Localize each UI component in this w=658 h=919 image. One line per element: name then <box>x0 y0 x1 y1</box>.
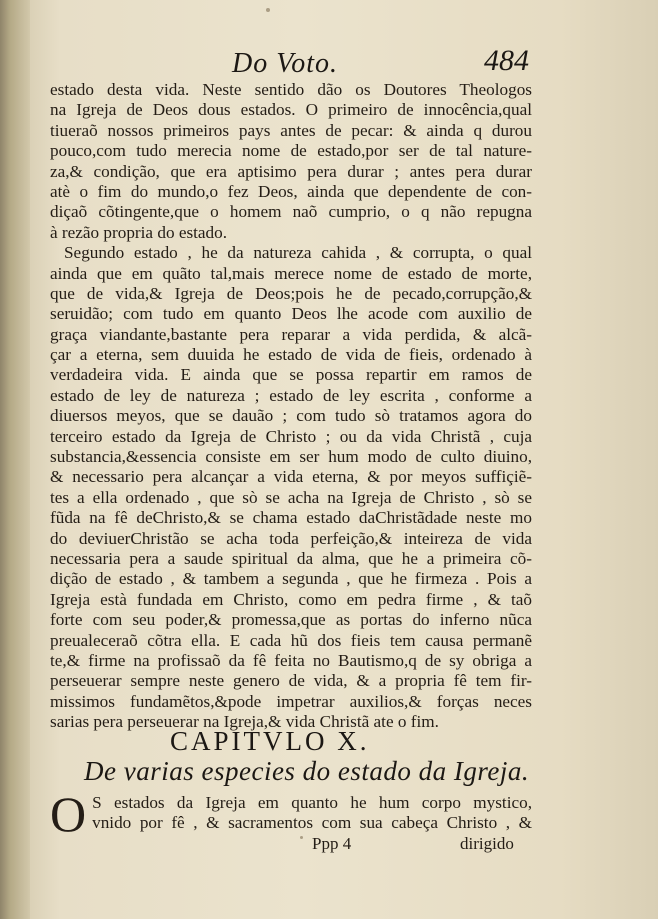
page-number: 484 <box>484 44 529 77</box>
running-head: Do Voto. <box>232 48 338 79</box>
text-line: perseuerar sempre neste genero de vida, & a propria fê tem fir- <box>50 671 532 691</box>
text-line: terceiro estado da Igreja de Christo ; ou da vida Christã , cuja <box>50 426 532 446</box>
text-line: te,& firme na profissaõ da fê feita no Bautismo,q de sy obriga a <box>50 650 532 670</box>
text-line: estado desta vida. Neste sentido dão os Doutores Theologos <box>50 80 532 99</box>
text-line: missimos fundamẽtos,&pode impetrar auxilios,& forças neces <box>50 691 532 711</box>
text-line: sarias pera perseuerar na Igreja,& vida Christã ate o fim. <box>50 712 439 732</box>
text-line: verdadeira vida. E ainda que se possa repartir em ramos de <box>50 365 532 385</box>
text-line: ainda que em quãto tal,mais merece nome de estado de morte, <box>50 263 532 283</box>
text-line: do deviuerChristão se acha toda perfeição,& inteireza de vida <box>50 528 532 548</box>
text-line: S estados da Igreja em quanto he hum corpo mystico, <box>92 793 532 812</box>
text-line: za,& condição, que era aptisimo pera durar ; antes pera durar <box>50 161 532 181</box>
signature-mark: Ppp 4 <box>312 834 352 853</box>
main-paragraph <box>50 80 532 733</box>
text-line: na Igreja de Deos dous estados. O primeiro de innocência,qual <box>50 100 532 120</box>
text-line: dição de estado , & tambem a segunda , que he firmeza . Pois a <box>50 569 532 589</box>
text-line: à rezão propria do estado. <box>50 222 228 242</box>
text-line: tes a ella ordenado , que sò se acha na Igreja de Christo , sò se <box>50 487 532 507</box>
text-line: pouco,com tudo merecia nome de estado,por ser de tal nature- <box>50 141 532 161</box>
text-line: vnido por fê , & sacramentos com sua cabeça Christo , & <box>92 813 532 833</box>
text-line: graça viandante,bastante pera reparar a vida perdida, & alcã- <box>50 324 532 344</box>
text-line: & necessario pera alcançar a vida eterna, & por meyos suffiçiẽ- <box>50 467 532 487</box>
text-line: Igreja està fundada em Christo, como em pedra firme , & taõ <box>50 589 532 609</box>
text-line: seruidão; com tudo em quanto Deos lhe acode com auxilio de <box>50 304 532 324</box>
ink-speck <box>300 836 303 839</box>
text-line: çar a eterna, sem duuida he estado de vida de fieis, ordenado à <box>50 345 532 365</box>
chapter-opening-text <box>50 786 532 842</box>
text-line: Segundo estado , he da natureza cahida , & corrupta, o qual <box>64 243 532 263</box>
binding-gutter <box>0 0 30 919</box>
text-line: substancia,&essencia consiste em ser hum modo de culto diuino, <box>50 447 532 467</box>
ink-speck <box>266 8 270 12</box>
text-line: preualeceraõ cõtra ella. E cada hũ dos fieis tem causa permanẽ <box>50 630 532 650</box>
text-line: fũda na fê deChristo,& se chama estado daChristãdade neste mo <box>50 508 532 528</box>
page-footer <box>0 834 658 860</box>
catchword: dirigido <box>460 834 514 853</box>
text-line: atè o fim do mundo,o fez Deos, ainda que dependente de con- <box>50 181 532 201</box>
drop-cap: O <box>50 786 87 842</box>
text-line: diçaõ cõtingente,que o homem naõ cumprio, o q não repugna <box>50 202 532 222</box>
text-line: tiueraõ nossos primeiros pays antes de pecar: & ainda q durou <box>50 120 532 140</box>
text-line: necessaria pera a saude spiritual da alma, que he a primeira cõ- <box>50 548 532 568</box>
chapter-title: CAPITVLO X. <box>170 726 370 756</box>
text-line: que de vida,& Igreja de Deos;pois he de pecado,corrupção,& <box>50 283 532 303</box>
text-line: diuersos meyos, que se dauão ; com tudo sò tratamos agora do <box>50 406 532 426</box>
chapter-subtitle: De varias especies do estado da Igreja. <box>84 756 530 786</box>
text-line: estado de ley de natureza ; estado de ley escrita , conforme a <box>50 385 532 405</box>
text-line: forte com seu poder,& promessa,que as portas do inferno nũca <box>50 610 532 630</box>
page-header <box>0 42 658 82</box>
